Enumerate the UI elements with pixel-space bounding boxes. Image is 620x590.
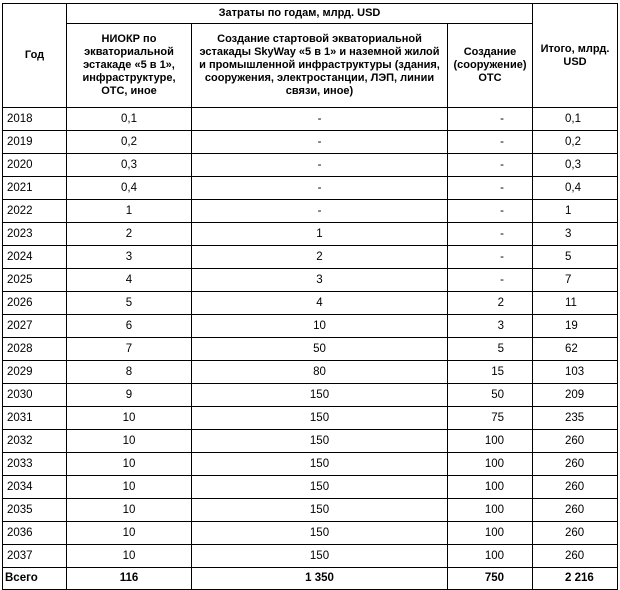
cell-ots: - [448, 200, 533, 223]
cell-rnd: 2 [67, 223, 192, 246]
cell-total: 103 [533, 361, 618, 384]
table-row [3, 453, 618, 476]
cell-estakada: - [192, 108, 448, 131]
cell-ots: 100 [448, 522, 533, 545]
totals-ots: 750 [448, 568, 533, 590]
cell-year: 2022 [3, 200, 67, 223]
costs-table [2, 3, 618, 590]
cell-estakada: 150 [192, 545, 448, 568]
cell-year: 2024 [3, 246, 67, 269]
cell-total: 0,4 [533, 177, 618, 200]
cell-year: 2018 [3, 108, 67, 131]
cell-estakada: 3 [192, 269, 448, 292]
cell-estakada: - [192, 154, 448, 177]
cell-rnd: 10 [67, 407, 192, 430]
table-row [3, 407, 618, 430]
cell-total: 260 [533, 476, 618, 499]
cell-ots: 100 [448, 545, 533, 568]
cell-rnd: 10 [67, 545, 192, 568]
cell-ots: 3 [448, 315, 533, 338]
cell-ots: 50 [448, 384, 533, 407]
cell-estakada: 150 [192, 407, 448, 430]
table-header [3, 4, 618, 108]
cell-estakada: - [192, 200, 448, 223]
table-row [3, 108, 618, 131]
cell-rnd: 10 [67, 453, 192, 476]
cell-rnd: 10 [67, 476, 192, 499]
table-row [3, 338, 618, 361]
cell-ots: - [448, 131, 533, 154]
table-row [3, 246, 618, 269]
table-row [3, 223, 618, 246]
cell-estakada: 150 [192, 522, 448, 545]
cell-total: 11 [533, 292, 618, 315]
cell-rnd: 1 [67, 200, 192, 223]
cell-year: 2025 [3, 269, 67, 292]
cell-rnd: 10 [67, 522, 192, 545]
cell-year: 2034 [3, 476, 67, 499]
cell-year: 2032 [3, 430, 67, 453]
cell-estakada: 150 [192, 499, 448, 522]
cell-total: 19 [533, 315, 618, 338]
cell-ots: - [448, 108, 533, 131]
cell-ots: 5 [448, 338, 533, 361]
cell-rnd: 0,4 [67, 177, 192, 200]
table-row [3, 476, 618, 499]
cell-total: 0,3 [533, 154, 618, 177]
cell-ots: 100 [448, 453, 533, 476]
cell-estakada: 2 [192, 246, 448, 269]
cell-estakada: 150 [192, 476, 448, 499]
cell-estakada: 150 [192, 453, 448, 476]
cell-total: 260 [533, 453, 618, 476]
cell-year: 2028 [3, 338, 67, 361]
cell-ots: 100 [448, 476, 533, 499]
cell-year: 2020 [3, 154, 67, 177]
cell-estakada: 150 [192, 430, 448, 453]
table-row [3, 545, 618, 568]
table-row [3, 499, 618, 522]
totals-row [3, 568, 618, 590]
cell-estakada: 4 [192, 292, 448, 315]
cell-year: 2026 [3, 292, 67, 315]
cell-total: 7 [533, 269, 618, 292]
cell-total: 260 [533, 499, 618, 522]
table-row [3, 361, 618, 384]
cell-rnd: 9 [67, 384, 192, 407]
table-row [3, 292, 618, 315]
cell-rnd: 4 [67, 269, 192, 292]
cell-ots: - [448, 246, 533, 269]
cell-year: 2031 [3, 407, 67, 430]
cell-year: 2030 [3, 384, 67, 407]
table-row [3, 154, 618, 177]
header-total: Итого, млрд. USD [533, 4, 618, 108]
cell-rnd: 10 [67, 430, 192, 453]
cell-year: 2035 [3, 499, 67, 522]
cell-estakada: - [192, 177, 448, 200]
cell-estakada: - [192, 131, 448, 154]
totals-total: 2 216 [533, 568, 618, 590]
cell-estakada: 150 [192, 384, 448, 407]
cell-ots: 15 [448, 361, 533, 384]
table-row [3, 131, 618, 154]
cell-year: 2033 [3, 453, 67, 476]
cell-ots: 100 [448, 499, 533, 522]
cell-estakada: 50 [192, 338, 448, 361]
totals-estakada: 1 350 [192, 568, 448, 590]
cell-total: 5 [533, 246, 618, 269]
cell-total: 62 [533, 338, 618, 361]
cell-total: 260 [533, 545, 618, 568]
table-row [3, 522, 618, 545]
cell-rnd: 0,3 [67, 154, 192, 177]
cell-estakada: 80 [192, 361, 448, 384]
cell-total: 235 [533, 407, 618, 430]
table-footer [3, 568, 618, 590]
totals-label: Всего [3, 568, 67, 590]
cell-estakada: 1 [192, 223, 448, 246]
cell-year: 2021 [3, 177, 67, 200]
table-row [3, 200, 618, 223]
header-ots: Создание (сооружение) ОТС [448, 24, 533, 108]
table-row [3, 315, 618, 338]
cell-rnd: 5 [67, 292, 192, 315]
header-year: Год [3, 4, 67, 108]
cell-ots: - [448, 269, 533, 292]
header-estakada: Создание стартовой экваториальной эстакады SkyWay «5 в 1» и наземной жилой и промышленной инфраструктуры (здания, сооружения, электростанции, ЛЭП, линии связи, иное) [192, 24, 448, 108]
cell-total: 260 [533, 430, 618, 453]
cell-year: 2036 [3, 522, 67, 545]
table-row [3, 177, 618, 200]
cell-ots: - [448, 223, 533, 246]
cell-rnd: 10 [67, 499, 192, 522]
cell-estakada: 10 [192, 315, 448, 338]
cell-ots: - [448, 154, 533, 177]
cell-year: 2029 [3, 361, 67, 384]
cell-rnd: 7 [67, 338, 192, 361]
cell-ots: 75 [448, 407, 533, 430]
cell-ots: - [448, 177, 533, 200]
cell-rnd: 6 [67, 315, 192, 338]
header-group: Затраты по годам, млрд. USD [67, 4, 533, 24]
cell-rnd: 0,2 [67, 131, 192, 154]
table-row [3, 269, 618, 292]
cell-total: 1 [533, 200, 618, 223]
cell-year: 2019 [3, 131, 67, 154]
cell-rnd: 0,1 [67, 108, 192, 131]
cell-rnd: 8 [67, 361, 192, 384]
cell-total: 3 [533, 223, 618, 246]
totals-rnd: 116 [67, 568, 192, 590]
table-row [3, 430, 618, 453]
table-body [3, 108, 618, 568]
cell-year: 2037 [3, 545, 67, 568]
cell-ots: 2 [448, 292, 533, 315]
cell-total: 209 [533, 384, 618, 407]
cell-year: 2023 [3, 223, 67, 246]
cell-year: 2027 [3, 315, 67, 338]
cell-total: 260 [533, 522, 618, 545]
table-row [3, 384, 618, 407]
cell-total: 0,1 [533, 108, 618, 131]
cell-rnd: 3 [67, 246, 192, 269]
cell-total: 0,2 [533, 131, 618, 154]
cell-ots: 100 [448, 430, 533, 453]
header-rnd: НИОКР по экваториальной эстакаде «5 в 1», инфраструктуре, ОТС, иное [67, 24, 192, 108]
